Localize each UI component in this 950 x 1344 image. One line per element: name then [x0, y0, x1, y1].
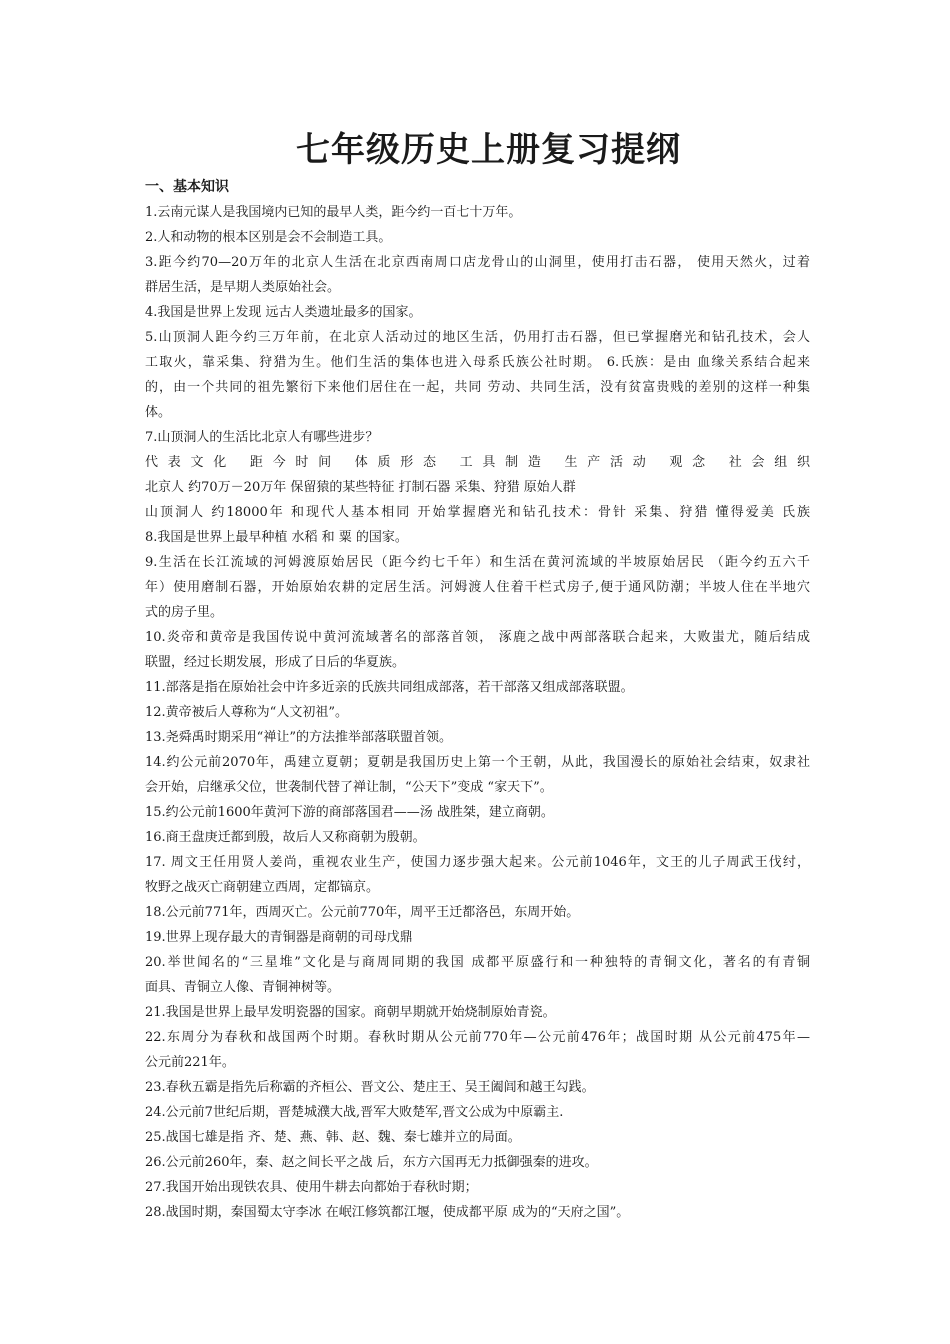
text-line: 15.约公元前1600年黄河下游的商部落国君——汤 战胜桀，建立商朝。 [145, 805, 554, 820]
text-line: 27.我国开始出现铁农具、使用牛耕去向都始于春秋时期； [145, 1180, 478, 1195]
text-line: 2.人和动物的根本区别是会不会制造工具。 [145, 230, 392, 245]
text-line: 式的房子里。 [145, 605, 224, 620]
text-line: 23.春秋五霸是指先后称霸的齐桓公、晋文公、楚庄王、吴王阖闾和越王勾践。 [145, 1080, 595, 1095]
text-line: 20.举世闻名的“三星堆”文化是与商周同期的我国 成都平原盛行和一种独特的青铜文化，著名的有青铜 [145, 955, 810, 970]
text-line: 22.东周分为春秋和战国两个时期。春秋时期从公元前770年—公元前476年；战国时期 从公元前475年— [145, 1030, 810, 1045]
text-line: 北京人 约70万－20万年 保留猿的某些特征 打制石器 采集、狩猎 原始人群 [145, 480, 576, 495]
text-line: 工取火，靠采集、狩猎为生。他们生活的集体也进入母系氏族公社时期。 6.氏族：是由 血缘关系结合起来 [145, 355, 810, 370]
text-line: 联盟，经过长期发展，形成了日后的华夏族。 [145, 655, 406, 670]
text-line: 25.战国七雄是指 齐、楚、燕、韩、赵、魏、秦七雄并立的局面。 [145, 1130, 521, 1145]
text-line: 19.世界上现存最大的青铜器是商朝的司母戊鼎 [145, 930, 413, 945]
text-line: 公元前221年。 [145, 1055, 235, 1070]
text-line: 5.山顶洞人距今约三万年前，在北京人活动过的地区生活，仍用打击石器，但已掌握磨光和钻孔技术，会人 [145, 330, 810, 345]
document-body [145, 200, 810, 1225]
text-line: 面具、青铜立人像、青铜神树等。 [145, 980, 341, 995]
text-line: 年）使用磨制石器，开始原始农耕的定居生活。河姆渡人住着干栏式房子,便于通风防潮；半坡人住在半地穴 [145, 580, 810, 595]
text-line: 13.尧舜禹时期采用“禅让”的方法推举部落联盟首领。 [145, 730, 452, 745]
text-line: 7.山顶洞人的生活比北京人有哪些进步？ [145, 430, 379, 445]
text-line: 代表文化 距今时间 体质形态 工具制造 生产活动 观念 社会组织 [145, 455, 810, 470]
text-line: 1.云南元谋人是我国境内已知的最早人类，距今约一百七十万年。 [145, 205, 522, 220]
text-line: 群居生活，是早期人类原始社会。 [145, 280, 341, 295]
text-line: 的，由一个共同的祖先繁衍下来他们居住在一起，共同 劳动、共同生活，没有贫富贵贱的差别的这样一种集 [145, 380, 810, 395]
text-line: 17. 周文王任用贤人姜尚，重视农业生产，使国力逐步强大起来。公元前1046年，文王的儿子周武王伐纣， [145, 855, 810, 870]
text-line: 4.我国是世界上发现 远古人类遗址最多的国家。 [145, 305, 422, 320]
page-title: 七年级历史上册复习提纲 [296, 130, 681, 170]
text-line: 8.我国是世界上最早种植 水稻 和 粟 的国家。 [145, 530, 408, 545]
text-line: 16.商王盘庚迁都到殷，故后人又称商朝为殷朝。 [145, 830, 426, 845]
text-line: 26.公元前260年，秦、赵之间长平之战 后，东方六国再无力抵御强秦的进攻。 [145, 1155, 598, 1170]
text-line: 21.我国是世界上最早发明瓷器的国家。商朝早期就开始烧制原始青瓷。 [145, 1005, 556, 1020]
text-line: 牧野之战灭亡商朝建立西周，定都镐京。 [145, 880, 380, 895]
text-line: 3.距今约70—20万年的北京人生活在北京西南周口店龙骨山的山洞里，使用打击石器， 使用天然火，过着 [145, 255, 810, 270]
text-line: 9.生活在长江流域的河姆渡原始居民（距今约七千年）和生活在黄河流域的半坡原始居民 （距今约五六千 [145, 555, 810, 570]
text-line: 会开始，启继承父位，世袭制代替了禅让制，“公天下”变成 “家天下”。 [145, 780, 553, 795]
text-line: 14.约公元前2070年，禹建立夏朝；夏朝是我国历史上第一个王朝，从此，我国漫长的原始社会结束，奴隶社 [145, 755, 810, 770]
text-line: 10.炎帝和黄帝是我国传说中黄河流域著名的部落首领， 涿鹿之战中两部落联合起来，大败蚩尤，随后结成 [145, 630, 810, 645]
text-line: 山顶洞人 约18000年 和现代人基本相同 开始掌握磨光和钻孔技术：骨针 采集、狩猎 懂得爱美 氏族 [145, 505, 810, 520]
text-line: 28.战国时期，秦国蜀太守李冰 在岷江修筑都江堰，使成都平原 成为的“天府之国”。 [145, 1205, 630, 1220]
text-line: 12.黄帝被后人尊称为“人文初祖”。 [145, 705, 348, 720]
text-line: 18.公元前771年，西周灭亡。公元前770年，周平王迁都洛邑，东周开始。 [145, 905, 580, 920]
section-heading: 一、基本知识 [145, 179, 229, 195]
text-line: 体。 [145, 405, 172, 420]
text-line: 11.部落是指在原始社会中许多近亲的氏族共同组成部落，若干部落又组成部落联盟。 [145, 680, 634, 695]
text-line: 24.公元前7世纪后期，晋楚城濮大战,晋军大败楚军,晋文公成为中原霸主. [145, 1105, 564, 1120]
